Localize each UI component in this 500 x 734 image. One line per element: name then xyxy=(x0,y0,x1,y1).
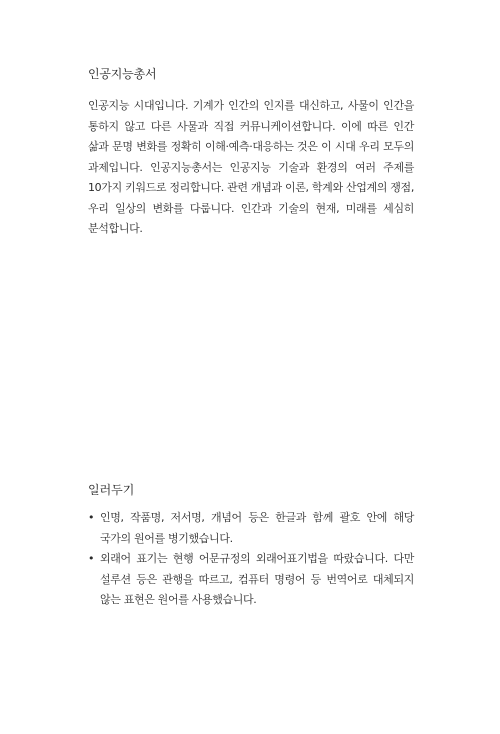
bullet-icon: • xyxy=(88,511,95,524)
notes-list xyxy=(88,508,414,611)
bullet-icon: • xyxy=(88,552,95,565)
editorial-notes xyxy=(88,482,414,611)
notes-item xyxy=(88,549,414,611)
notes-item xyxy=(88,508,414,549)
series-intro xyxy=(88,66,414,240)
notes-title: 일러두기 xyxy=(88,483,135,497)
notes-item-text: 인명, 작품명, 저서명, 개념어 등은 한글과 함께 괄호 안에 해당 국가의 원어를 병기했습니다. xyxy=(100,511,414,545)
notes-item-text: 외래어 표기는 현행 어문규정의 외래어표기법을 따랐습니다. 다만 설루션 등은 관행을 따르고, 컴퓨터 명령어 등 번역어로 대체되지 않는 표현은 원어를 사용했습니다. xyxy=(100,552,414,606)
series-title: 인공지능총서 xyxy=(88,67,157,81)
series-description: 인공지능 시대입니다. 기계가 인간의 인지를 대신하고, 사물이 인간을 통하지 않고 다른 사물과 직접 커뮤니케이션합니다. 이에 따른 인간 삶과 문명 변화를 정확히 이해·예측·대응하는 것은 이 시대 우리 모두의 과제입니다. 인공지능총서는 인공지능 기술과 환경의 여러 주제를 10가지 키워드로 정리합니다. 관련 개념과 이론, 학계와 산업계의 쟁점, 우리 일상의 변화를 다룹니다. 인간과 기술의 현재, 미래를 세심히 분석합니다. xyxy=(88,99,414,235)
